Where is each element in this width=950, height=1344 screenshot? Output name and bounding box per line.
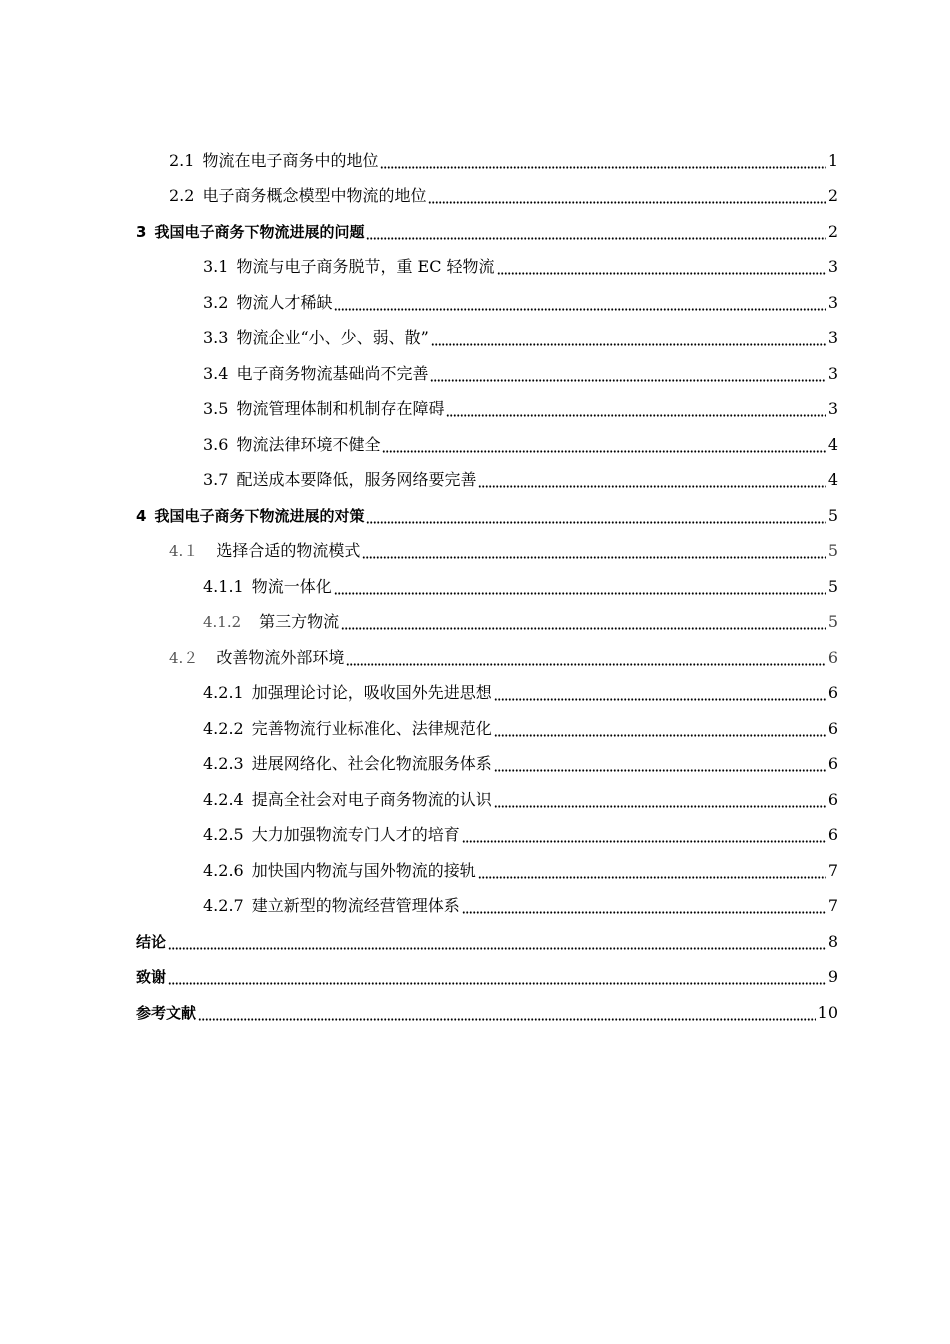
toc-entry-number: 3.5	[203, 399, 229, 419]
toc-entry-page: 9	[827, 967, 838, 987]
toc-entry-title: 加强理论讨论，吸收国外先进思想	[251, 683, 492, 703]
toc-dot-leader	[346, 648, 825, 668]
toc-entry-title: 配送成本要降低，服务网络要完善	[236, 470, 477, 490]
toc-entry-title: 物流企业“小、少、弱、散”	[236, 328, 429, 348]
toc-dot-leader	[446, 399, 825, 419]
toc-dot-leader	[494, 790, 826, 810]
toc-dot-leader	[462, 825, 826, 845]
toc-entry-page: 8	[827, 931, 838, 951]
toc-dot-leader	[334, 293, 825, 313]
toc-entry-9[interactable]	[0, 427, 838, 463]
toc-entry-number: 3	[136, 222, 147, 241]
toc-entry-title: 物流人才稀缺	[236, 292, 333, 312]
toc-entry-6[interactable]	[0, 321, 838, 357]
toc-entry-page: 5	[827, 576, 838, 596]
toc-entry-title: 进展网络化、社会化物流服务体系	[251, 754, 492, 774]
toc-entry-15[interactable]	[0, 640, 838, 676]
toc-entry-number: 4.2.7	[203, 896, 244, 916]
toc-entry-page: 7	[827, 896, 838, 916]
toc-entry-page: 5	[827, 541, 838, 561]
toc-entry-page: 3	[827, 363, 838, 383]
toc-entry-21[interactable]	[0, 853, 838, 889]
toc-dot-leader	[168, 932, 826, 952]
toc-entry-title: 电子商务概念模型中物流的地位	[202, 186, 427, 206]
toc-entry-number: 4.１	[169, 542, 199, 561]
toc-entry-7[interactable]	[0, 356, 838, 392]
toc-entry-page: 7	[827, 860, 838, 880]
toc-entry-page: 6	[827, 825, 838, 845]
toc-entry-title: 电子商务物流基础尚不完善	[236, 363, 429, 383]
toc-dot-leader	[430, 364, 825, 384]
toc-entry-number: 4.2.1	[203, 683, 244, 703]
toc-entry-page: 3	[827, 257, 838, 277]
toc-dot-leader	[341, 612, 826, 632]
toc-entry-number: 3.6	[203, 434, 229, 454]
toc-entry-title: 建立新型的物流经营管理体系	[251, 896, 460, 916]
toc-entry-number: 2.2	[169, 186, 195, 206]
toc-entry-22[interactable]	[0, 889, 838, 925]
toc-dot-leader	[478, 470, 825, 490]
toc-entry-number: 3.1	[203, 257, 229, 277]
toc-entry-18[interactable]	[0, 747, 838, 783]
toc-entry-number: 4	[136, 506, 147, 525]
toc-entry-page: 6	[827, 683, 838, 703]
toc-dot-leader	[494, 683, 826, 703]
toc-entry-5[interactable]	[0, 285, 838, 321]
toc-dot-leader	[366, 222, 825, 242]
toc-dot-leader	[462, 896, 826, 916]
toc-dot-leader	[198, 1003, 816, 1023]
toc-entry-number: 3.7	[203, 470, 229, 490]
toc-entry-23[interactable]	[0, 924, 838, 960]
table-of-contents	[0, 143, 950, 1031]
toc-entry-page: 4	[827, 470, 838, 490]
toc-dot-leader	[362, 541, 825, 561]
toc-entry-number: 4.2.4	[203, 789, 244, 809]
toc-dot-leader	[494, 719, 826, 739]
toc-entry-page: 6	[827, 718, 838, 738]
toc-entry-24[interactable]	[0, 960, 838, 996]
toc-entry-number: 3.4	[203, 363, 229, 383]
toc-dot-leader	[431, 328, 826, 348]
toc-entry-3[interactable]	[0, 214, 838, 250]
toc-entry-title: 物流与电子商务脱节，重 EC 轻物流	[236, 257, 495, 277]
toc-entry-1[interactable]	[0, 143, 838, 179]
toc-list	[0, 143, 950, 1031]
toc-entry-number: 4.1.1	[203, 576, 244, 596]
toc-entry-title: 致谢	[136, 968, 167, 987]
toc-entry-19[interactable]	[0, 782, 838, 818]
toc-entry-title: 加快国内物流与国外物流的接轨	[251, 860, 476, 880]
toc-entry-title: 大力加强物流专门人才的培育	[251, 825, 460, 845]
toc-entry-8[interactable]	[0, 392, 838, 428]
toc-entry-page: 4	[827, 434, 838, 454]
toc-entry-title: 物流管理体制和机制存在障碍	[236, 399, 445, 419]
toc-entry-number: 3.2	[203, 292, 229, 312]
toc-entry-page: 3	[827, 292, 838, 312]
toc-entry-17[interactable]	[0, 711, 838, 747]
toc-dot-leader	[334, 577, 826, 597]
toc-entry-10[interactable]	[0, 463, 838, 499]
toc-entry-title: 选择合适的物流模式	[216, 541, 361, 561]
toc-entry-20[interactable]	[0, 818, 838, 854]
toc-entry-16[interactable]	[0, 676, 838, 712]
toc-entry-number: 4.1.2	[203, 613, 242, 632]
toc-dot-leader	[168, 967, 826, 987]
toc-entry-title: 参考文献	[136, 1003, 197, 1022]
toc-entry-title: 我国电子商务下物流进展的问题	[154, 222, 365, 241]
toc-dot-leader	[497, 257, 826, 277]
toc-entry-number: 4.２	[169, 648, 199, 667]
toc-entry-25[interactable]	[0, 995, 838, 1031]
toc-dot-leader	[494, 754, 826, 774]
toc-entry-number: 4.2.3	[203, 754, 244, 774]
toc-entry-number: 2.1	[169, 150, 195, 170]
toc-dot-leader	[382, 435, 825, 455]
toc-entry-title: 物流在电子商务中的地位	[202, 150, 379, 170]
toc-entry-title: 提高全社会对电子商务物流的认识	[251, 789, 492, 809]
toc-entry-page: 2	[827, 221, 838, 241]
toc-dot-leader	[366, 506, 825, 526]
toc-entry-title: 第三方物流	[259, 612, 340, 632]
toc-dot-leader	[428, 186, 825, 206]
toc-entry-11[interactable]	[0, 498, 838, 534]
toc-entry-page: 3	[827, 399, 838, 419]
toc-entry-page: 6	[827, 647, 838, 667]
toc-entry-page: 5	[827, 612, 838, 632]
toc-entry-12[interactable]	[0, 534, 838, 570]
toc-entry-page: 1	[827, 150, 838, 170]
toc-entry-page: 5	[827, 505, 838, 525]
toc-entry-13[interactable]	[0, 569, 838, 605]
toc-entry-title: 改善物流外部环境	[216, 647, 345, 667]
toc-dot-leader	[380, 151, 825, 171]
toc-entry-number: 3.3	[203, 328, 229, 348]
toc-entry-page: 3	[827, 328, 838, 348]
toc-entry-page: 6	[827, 789, 838, 809]
toc-entry-number: 4.2.5	[203, 825, 244, 845]
toc-entry-title: 我国电子商务下物流进展的对策	[154, 506, 365, 525]
toc-entry-page: 6	[827, 754, 838, 774]
toc-entry-number: 4.2.2	[203, 718, 244, 738]
toc-dot-leader	[478, 861, 826, 881]
toc-entry-page: 10	[817, 1002, 838, 1022]
toc-entry-title: 结论	[136, 932, 167, 951]
toc-entry-number: 4.2.6	[203, 860, 244, 880]
toc-entry-4[interactable]	[0, 250, 838, 286]
toc-entry-14[interactable]	[0, 605, 838, 641]
toc-entry-2[interactable]	[0, 179, 838, 215]
toc-entry-title: 物流一体化	[251, 576, 332, 596]
toc-entry-page: 2	[827, 186, 838, 206]
toc-entry-title: 物流法律环境不健全	[236, 434, 381, 454]
toc-entry-title: 完善物流行业标准化、法律规范化	[251, 718, 492, 738]
